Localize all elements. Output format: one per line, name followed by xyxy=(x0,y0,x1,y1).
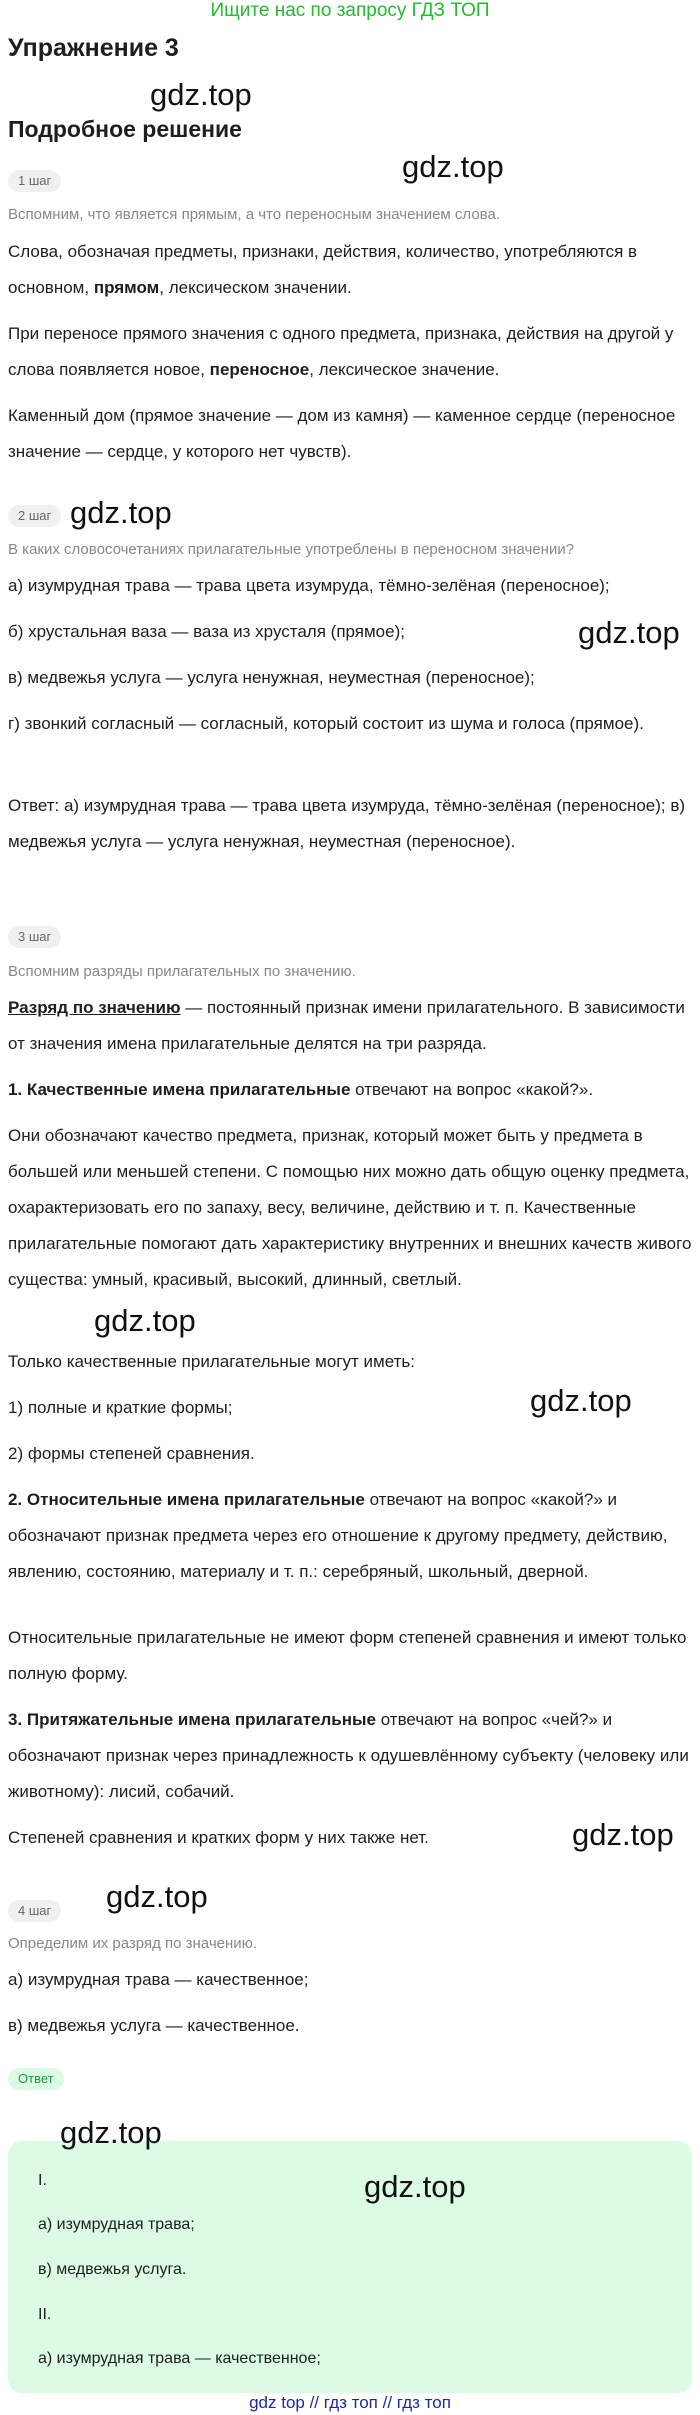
step-2-item-d: г) звонкий согласный — согласный, который состоит из шума и голоса (прямое). xyxy=(8,714,644,733)
answer-i-item-a: а) изумрудная трава; xyxy=(38,2216,195,2233)
watermark: gdz.top xyxy=(572,1817,674,1852)
step-2-intro: В каких словосочетаниях прилагательные употреблены в переносном значении? xyxy=(8,541,575,558)
watermark: gdz.top xyxy=(578,615,680,650)
answer-part-ii: II. xyxy=(38,2306,52,2323)
answer-badge: Ответ xyxy=(8,2068,64,2090)
watermark: gdz.top xyxy=(94,1303,196,1338)
step-3-only-qualitative: Только качественные прилагательные могут иметь: xyxy=(8,1352,415,1371)
step-badge-4: 4 шаг xyxy=(8,1900,61,1922)
page-title: Упражнение 3 xyxy=(8,34,179,62)
watermark: gdz.top xyxy=(364,2169,466,2204)
step-3-possessive-note: Степеней сравнения и кратких форм у них также нет. xyxy=(8,1828,429,1847)
step-2-item-a: а) изумрудная трава — трава цвета изумруда, тёмно-зелёная (переносное); xyxy=(8,576,610,595)
step-3-possessive-heading: 3. Притяжательные имена прилагательные отвечают на вопрос «чей?» и обозначают признак через принадлежность к одушевлённому субъекту (человеку или животному): лисий, собачий. xyxy=(8,1710,689,1801)
top-banner[interactable]: Ищите нас по запросу ГДЗ ТОП xyxy=(210,0,490,21)
step-3-relative-heading: 2. Относительные имена прилагательные отвечают на вопрос «какой?» и обозначают признак предмета через его отношение к другому предмету, действию, явлению, состоянию, материалу и т. п.: серебряный, школьный, дверной. xyxy=(8,1490,668,1581)
step-2-item-c: в) медвежья услуга — услуга ненужная, неуместная (переносное); xyxy=(8,668,535,687)
watermark: gdz.top xyxy=(402,149,504,184)
step-4-item-a: а) изумрудная трава — качественное; xyxy=(8,1970,309,1989)
step-badge-2: 2 шаг xyxy=(8,505,61,527)
step-1-paragraph-3: Каменный дом (прямое значение — дом из камня) — каменное сердце (переносное значение — сердце, у которого нет чувств). xyxy=(8,406,676,461)
answer-box xyxy=(8,2141,692,2393)
watermark: gdz.top xyxy=(530,1383,632,1418)
answer-part-i: I. xyxy=(38,2172,47,2189)
watermark: gdz.top xyxy=(106,1879,208,1914)
step-3-relative-note: Относительные прилагательные не имеют форм степеней сравнения и имеют только полную форму. xyxy=(8,1628,687,1683)
step-2-answer: Ответ: а) изумрудная трава — трава цвета изумруда, тёмно-зелёная (переносное); в) медвежья услуга — услуга ненужная, неуместная (переносное). xyxy=(8,796,686,851)
step-3-qualitative-description: Они обозначают качество предмета, признак, который может быть у предмета в большей или меньшей степени. С помощью них можно дать общую оценку предмета, охарактеризовать его по запаху, весу, величине, действию и т. п. Качественные прилагательные помогают дать характеристику внутренних и внешних качеств живого существа: умный, красивый, высокий, длинный, светлый. xyxy=(8,1126,692,1289)
step-3-intro: Вспомним разряды прилагательных по значению. xyxy=(8,963,356,980)
step-4-item-b: в) медвежья услуга — качественное. xyxy=(8,2016,300,2035)
answer-i-item-b: в) медвежья услуга. xyxy=(38,2261,187,2278)
step-4-intro: Определим их разряд по значению. xyxy=(8,1935,258,1952)
step-1-paragraph-2: При переносе прямого значения с одного предмета, признака, действия на другой у слова появляется новое, переносное, лексическое значение. xyxy=(8,324,674,379)
step-1-paragraph-1: Слова, обозначая предметы, признаки, действия, количество, употребляются в основном, прямом, лексическом значении. xyxy=(8,242,638,297)
step-1-intro: Вспомним, что является прямым, а что переносным значением слова. xyxy=(8,206,500,223)
step-2-item-b: б) хрустальная ваза — ваза из хрусталя (прямое); xyxy=(8,622,405,641)
solution-heading: Подробное решение xyxy=(8,116,242,142)
step-3-paragraph-category: Разряд по значению — постоянный признак имени прилагательного. В зависимости от значения имена прилагательные делятся на три разряда. xyxy=(8,998,685,1053)
step-3-forms-1: 1) полные и краткие формы; xyxy=(8,1398,233,1417)
step-badge-3: 3 шаг xyxy=(8,926,61,948)
footer-links[interactable]: gdz top // гдз топ // гдз топ xyxy=(249,2393,451,2412)
watermark: gdz.top xyxy=(150,77,252,112)
answer-ii-item-a: а) изумрудная трава — качественное; xyxy=(38,2350,321,2367)
step-3-qualitative-heading: 1. Качественные имена прилагательные отвечают на вопрос «какой?». xyxy=(8,1080,594,1099)
step-badge-1: 1 шаг xyxy=(8,170,61,192)
watermark: gdz.top xyxy=(70,495,172,530)
step-3-forms-2: 2) формы степеней сравнения. xyxy=(8,1444,255,1463)
watermark: gdz.top xyxy=(60,2115,162,2150)
